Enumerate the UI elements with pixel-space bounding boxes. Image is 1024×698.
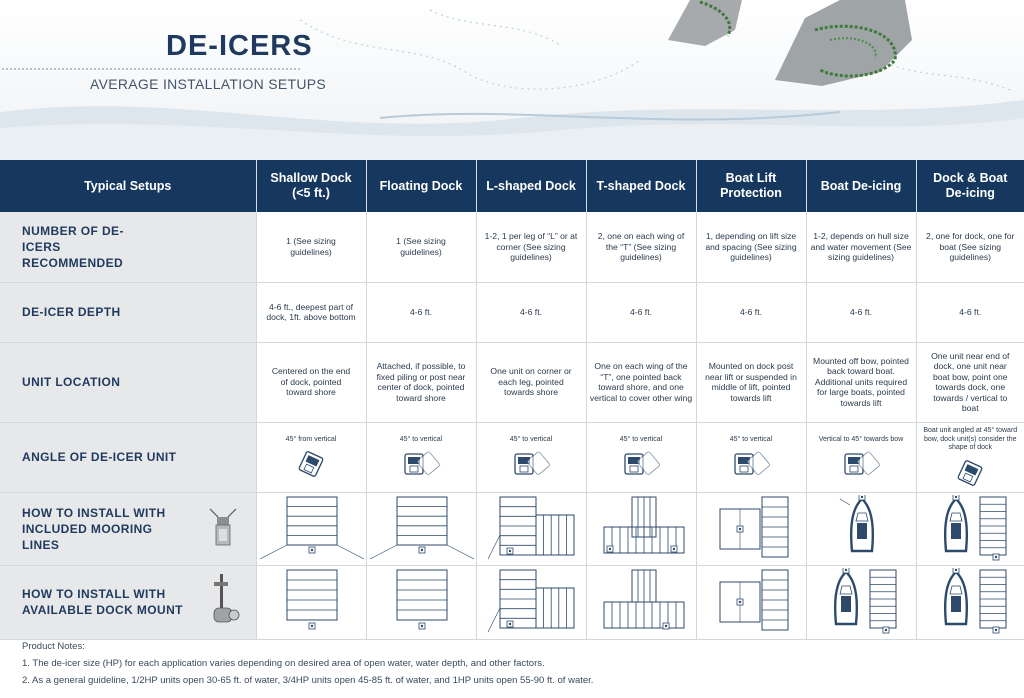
table-cell xyxy=(256,422,366,492)
row-label xyxy=(0,566,256,640)
table-row xyxy=(0,282,1024,342)
table-cell xyxy=(916,492,1024,566)
page-title: DE-ICERS xyxy=(166,30,313,62)
install-diagram xyxy=(260,568,364,634)
mooring-deicer-icon xyxy=(206,505,240,549)
deicer-angle-icon xyxy=(729,448,773,478)
install-diagram xyxy=(370,495,474,561)
page-header xyxy=(0,0,1024,160)
row-label xyxy=(0,212,256,282)
table-cell xyxy=(366,492,476,566)
deicer-angle-icon xyxy=(399,448,443,478)
table-cell xyxy=(586,422,696,492)
table-cell: One unit on corner or each leg, pointed towards shore xyxy=(476,342,586,422)
table-cell: 4-6 ft. xyxy=(476,282,586,342)
install-diagram xyxy=(810,495,914,561)
install-diagram xyxy=(370,568,474,634)
column-header: L-shaped Dock xyxy=(476,160,586,212)
row-label-text: NUMBER OF DE-ICERS RECOMMENDED xyxy=(22,223,124,270)
row-label: UNIT LOCATION xyxy=(0,342,256,422)
row-label: DE-ICER DEPTH xyxy=(0,282,256,342)
angle-text: Boat unit angled at 45° toward bow, dock unit(s) consider the shape of dock xyxy=(923,427,1018,452)
table-header-row xyxy=(0,160,1024,212)
table-cell: Attached, if possible, to fixed piling or post near center of dock, pointed toward shore xyxy=(366,342,476,422)
install-diagram xyxy=(260,495,364,561)
table-row xyxy=(0,492,1024,566)
table-cell xyxy=(916,422,1024,492)
table-cell xyxy=(806,422,916,492)
column-header: Floating Dock xyxy=(366,160,476,212)
table-cell: 4-6 ft. xyxy=(696,282,806,342)
table-cell xyxy=(586,566,696,640)
table-cell xyxy=(256,492,366,566)
table-cell xyxy=(696,492,806,566)
table-cell xyxy=(366,566,476,640)
row-label xyxy=(0,492,256,566)
table-cell: 1 (See sizing guidelines) xyxy=(256,212,366,282)
install-diagram xyxy=(920,495,1024,561)
table-cell xyxy=(696,566,806,640)
install-diagram xyxy=(480,495,584,561)
page-subtitle: AVERAGE INSTALLATION SETUPS xyxy=(90,76,327,92)
column-header: Boat De-icing xyxy=(806,160,916,212)
note-item: 1. The de-icer size (HP) for each application varies depending on desired area of open water, water depth, and other factors. xyxy=(22,658,545,669)
table-cell xyxy=(806,492,916,566)
table-cell xyxy=(256,566,366,640)
install-diagram xyxy=(480,568,584,634)
table-cell: Mounted off bow, pointed back toward boat. Additional units required for large boats, pointed towards lift xyxy=(806,342,916,422)
table-cell: 4-6 ft. xyxy=(806,282,916,342)
dock-mount-deicer-icon xyxy=(206,572,240,628)
table-cell: 1-2, depends on hull size and water movement (See sizing guidelines) xyxy=(806,212,916,282)
column-header: Dock & Boat De-icing xyxy=(916,160,1024,212)
table-cell xyxy=(476,422,586,492)
table-cell: 4-6 ft. xyxy=(586,282,696,342)
table-row xyxy=(0,422,1024,492)
deicer-angle-icon xyxy=(294,448,328,478)
deicer-angle-icon xyxy=(953,457,987,487)
table-cell xyxy=(366,422,476,492)
row-label: ANGLE OF DE-ICER UNIT xyxy=(0,422,256,492)
angle-text: Vertical to 45° towards bow xyxy=(818,435,904,443)
column-header: T-shaped Dock xyxy=(586,160,696,212)
row-label-text: HOW TO INSTALL WITH INCLUDED MOORING LINES xyxy=(22,505,166,552)
table-cell: Mounted on dock post near lift or suspended in middle of lift, pointed towards lift xyxy=(696,342,806,422)
column-header: Shallow Dock (<5 ft.) xyxy=(256,160,366,212)
table-row xyxy=(0,342,1024,422)
row-label-text: HOW TO INSTALL WITH AVAILABLE DOCK MOUNT xyxy=(22,587,183,618)
angle-text: 45° to vertical xyxy=(509,435,553,443)
column-header: Typical Setups xyxy=(0,160,256,212)
table-cell: 4-6 ft. xyxy=(916,282,1024,342)
deicer-angle-icon xyxy=(509,448,553,478)
table-cell xyxy=(916,566,1024,640)
table-cell xyxy=(696,422,806,492)
title-divider xyxy=(2,68,300,70)
deicer-angle-icon xyxy=(619,448,663,478)
table-cell: 4-6 ft. xyxy=(366,282,476,342)
table-cell xyxy=(806,566,916,640)
angle-text: 45° to vertical xyxy=(729,435,773,443)
install-diagram xyxy=(920,568,1024,634)
table-cell: Centered on the end of dock, pointed toward shore xyxy=(256,342,366,422)
table-cell: One on each wing of the “T”, one pointed back toward shore, and one vertical to cover other wing xyxy=(586,342,696,422)
note-item: 2. As a general guideline, 1/2HP units open 30-65 ft. of water, 3/4HP units open 45-85 ft. of water, and 1HP units open 55-90 ft. of water. xyxy=(22,675,594,686)
table-cell xyxy=(476,566,586,640)
deicer-angle-icon xyxy=(839,448,883,478)
table-cell: 4-6 ft., deepest part of dock, 1ft. above bottom xyxy=(256,282,366,342)
angle-text: 45° to vertical xyxy=(399,435,443,443)
table-cell: 1-2, 1 per leg of “L” or at corner (See sizing guidelines) xyxy=(476,212,586,282)
table-cell xyxy=(586,492,696,566)
install-diagram xyxy=(700,568,804,634)
notes-heading: Product Notes: xyxy=(22,641,85,652)
column-header: Boat Lift Protection xyxy=(696,160,806,212)
table-cell: 2, one on each wing of the “T” (See sizing guidelines) xyxy=(586,212,696,282)
table-cell: 1, depending on lift size and spacing (See sizing guidelines) xyxy=(696,212,806,282)
table-row xyxy=(0,566,1024,640)
angle-text: 45° to vertical xyxy=(619,435,663,443)
install-diagram xyxy=(590,495,694,561)
install-diagram xyxy=(810,568,914,634)
table-cell: 2, one for dock, one for boat (See sizing guidelines) xyxy=(916,212,1024,282)
install-diagram xyxy=(590,568,694,634)
setups-table xyxy=(0,160,1024,640)
table-row xyxy=(0,212,1024,282)
table-cell: 1 (See sizing guidelines) xyxy=(366,212,476,282)
table-cell xyxy=(476,492,586,566)
angle-text: 45° from vertical xyxy=(285,435,337,443)
install-diagram xyxy=(700,495,804,561)
product-notes xyxy=(22,640,593,688)
table-cell: One unit near end of dock, one unit near boat bow, point one towards dock, one towards / vertical to boat xyxy=(916,342,1024,422)
